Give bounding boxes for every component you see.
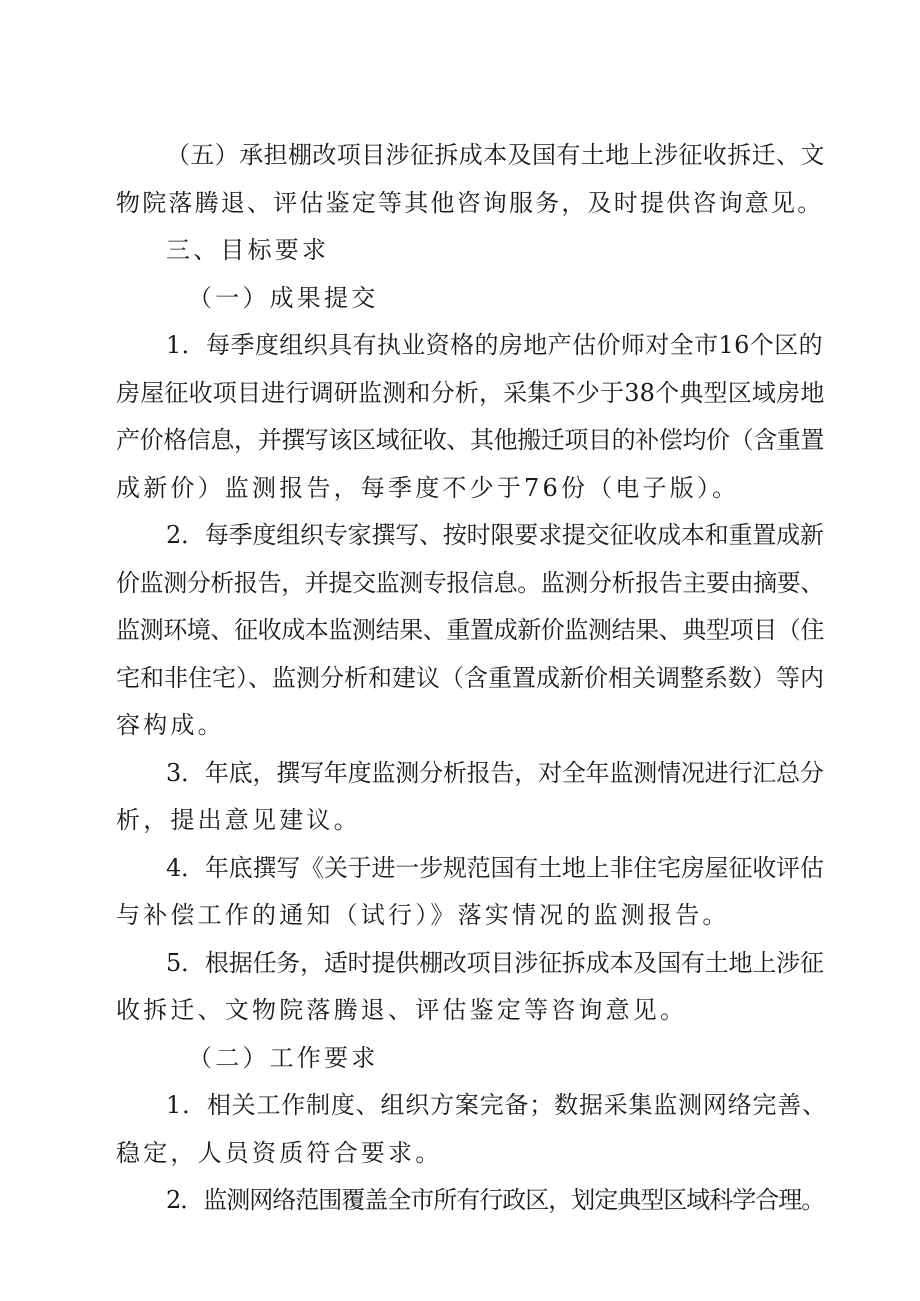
paragraph-line: 2．监测网络范围覆盖全市所有行政区，划定典型区域科学合理。	[166, 1186, 825, 1214]
subsection-heading: （二）工作要求	[188, 1043, 379, 1072]
subsection-heading: （一）成果提交	[188, 283, 379, 312]
paragraph-line: 宅和非住宅）、监测分析和建议（含重置成新价相关调整系数）等内	[116, 663, 824, 692]
paragraph-line: 容构成。	[116, 711, 225, 739]
paragraph-line: 3．年底，撰写年度监测分析报告，对全年监测情况进行汇总分	[166, 758, 824, 787]
paragraph-line: 析，提出意见建议。	[116, 806, 361, 834]
paragraph-line: 产价格信息，并撰写该区域征收、其他搬迁项目的补偿均价（含重置	[116, 426, 824, 454]
paragraph-line: 1．每季度组织具有执业资格的房地产估价师对全市16个区的	[166, 331, 824, 359]
paragraph-line: 价监测分析报告，并提交监测专报信息。监测分析报告主要由摘要、	[116, 568, 824, 597]
paragraph-line: 监测环境、征收成本监测结果、重置成新价监测结果、典型项目（住	[116, 616, 824, 644]
paragraph-line: 物院落腾退、评估鉴定等其他咨询服务，及时提供咨询意见。	[116, 188, 824, 217]
paragraph-line: 稳定，人员资质符合要求。	[116, 1138, 443, 1167]
paragraph-line: 1．相关工作制度、组织方案完备；数据采集监测网络完善、	[166, 1091, 827, 1119]
paragraph-line: 房屋征收项目进行调研监测和分析，采集不少于38个典型区域房地	[116, 378, 825, 407]
section-heading: 三、目标要求	[166, 236, 330, 264]
document-body	[116, 132, 828, 1225]
paragraph-line: 5．根据任务，适时提供棚改项目涉征拆成本及国有土地上涉征	[166, 948, 824, 977]
paragraph-line: （五）承担棚改项目涉征拆成本及国有土地上涉征收拆迁、文	[166, 141, 825, 169]
paragraph-line: 与补偿工作的通知（试行）》落实情况的监测报告。	[116, 901, 730, 929]
paragraph-line: 成新价）监测报告，每季度不少于76份（电子版）。	[116, 473, 740, 502]
paragraph-line: 4．年底撰写《关于进一步规范国有土地上非住宅房屋征收评估	[166, 853, 824, 882]
paragraph-line: 2．每季度组织专家撰写、按时限要求提交征收成本和重置成新	[166, 521, 824, 549]
paragraph-line: 收拆迁、文物院落腾退、评估鉴定等咨询意见。	[116, 996, 688, 1024]
